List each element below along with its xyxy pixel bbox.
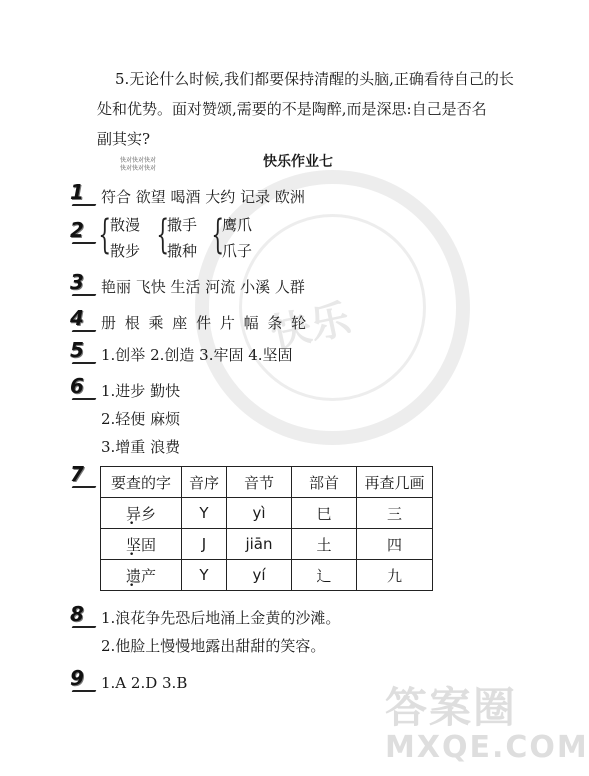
q6-line1: 1.进步 勤快 <box>101 382 181 400</box>
table-cell-char <box>101 498 182 529</box>
question-number-8: 8 <box>70 602 92 626</box>
question-number-4: 4 <box>70 306 92 330</box>
q2-word-1: 散漫 <box>110 216 141 234</box>
q2-word-3: 撒手 <box>167 216 198 234</box>
q5-top-line2: 处和优势。面对赞颂,需要的不是陶醉,而是深思:自己是否名 <box>97 100 487 118</box>
q2-word-6: 爪子 <box>222 242 253 260</box>
q8-line2: 2.他脸上慢慢地露出甜甜的笑容。 <box>101 637 326 655</box>
table-header: 部首 <box>292 467 357 498</box>
table-cell-text: 遗产 <box>125 566 156 585</box>
table-header-row <box>101 467 433 498</box>
table-cell: 土 <box>292 529 357 560</box>
q3-answer: 艳丽 飞快 生活 河流 小溪 人群 <box>101 278 305 296</box>
watermark-bottom-line1: 答案圈 <box>385 683 518 732</box>
question-number-3: 3 <box>70 270 92 294</box>
brace-1: { <box>98 212 112 258</box>
stamp-line1: 快对快对快对 <box>120 157 157 164</box>
watermark-bottom-line2: MXQE.COM <box>385 730 589 765</box>
q2-word-4: 撒种 <box>167 242 198 260</box>
q5-top-line1: 5.无论什么时候,我们都要保持清醒的头脑,正确看待自己的长 <box>115 70 514 88</box>
table-cell-char <box>101 560 182 591</box>
question-number-1: 1 <box>70 180 92 204</box>
table-cell: 巳 <box>292 498 357 529</box>
q6-line3: 3.增重 浪费 <box>101 438 181 456</box>
table-header: 音序 <box>182 467 227 498</box>
table-row <box>101 560 433 591</box>
q5-top-line3: 副其实? <box>97 130 151 148</box>
table-cell-text: 异乡 <box>125 504 156 523</box>
table-header: 音节 <box>227 467 292 498</box>
table-cell: J <box>182 529 227 560</box>
table-cell: yì <box>227 498 292 529</box>
table-cell: 三 <box>357 498 433 529</box>
q4-answer: 册 根 乘 座 件 片 幅 条 轮 <box>101 314 309 332</box>
table-cell-char <box>101 529 182 560</box>
watermark-bottom <box>385 683 589 775</box>
table-cell: 辶 <box>292 560 357 591</box>
q6-line2: 2.轻便 麻烦 <box>101 410 181 428</box>
watermark-center-text: 快乐 <box>266 296 355 358</box>
table-row <box>101 529 433 560</box>
q5-answer: 1.创举 2.创造 3.牢固 4.坚固 <box>101 346 293 364</box>
q8-line1: 1.浪花争先恐后地涌上金黄的沙滩。 <box>101 609 341 627</box>
question-number-7: 7 <box>70 462 92 486</box>
table-header: 再查几画 <box>357 467 433 498</box>
table-row <box>101 498 433 529</box>
stamp <box>120 157 156 173</box>
brace-3: { <box>211 212 225 258</box>
question-number-6: 6 <box>70 374 92 398</box>
brace-2: { <box>156 212 170 258</box>
page-title: 快乐作业七 <box>263 154 333 170</box>
table-cell-text: 坚固 <box>125 535 156 554</box>
q1-answer: 符合 欲望 喝酒 大约 记录 欧洲 <box>101 188 305 206</box>
table-cell: 九 <box>357 560 433 591</box>
q9-answer: 1.A 2.D 3.B <box>101 674 188 692</box>
question-number-2: 2 <box>70 218 92 242</box>
q2-word-5: 鹰爪 <box>222 216 253 234</box>
question-number-9: 9 <box>70 666 92 690</box>
table-cell: yí <box>227 560 292 591</box>
table-cell: 四 <box>357 529 433 560</box>
table-header: 要查的字 <box>101 467 182 498</box>
q2-word-2: 散步 <box>110 242 141 260</box>
stamp-line2: 快对快对快对 <box>120 165 157 172</box>
table-cell: Y <box>182 560 227 591</box>
table-cell: jiān <box>227 529 292 560</box>
table-cell: Y <box>182 498 227 529</box>
question-number-5: 5 <box>70 338 92 362</box>
lookup-table <box>100 466 433 591</box>
